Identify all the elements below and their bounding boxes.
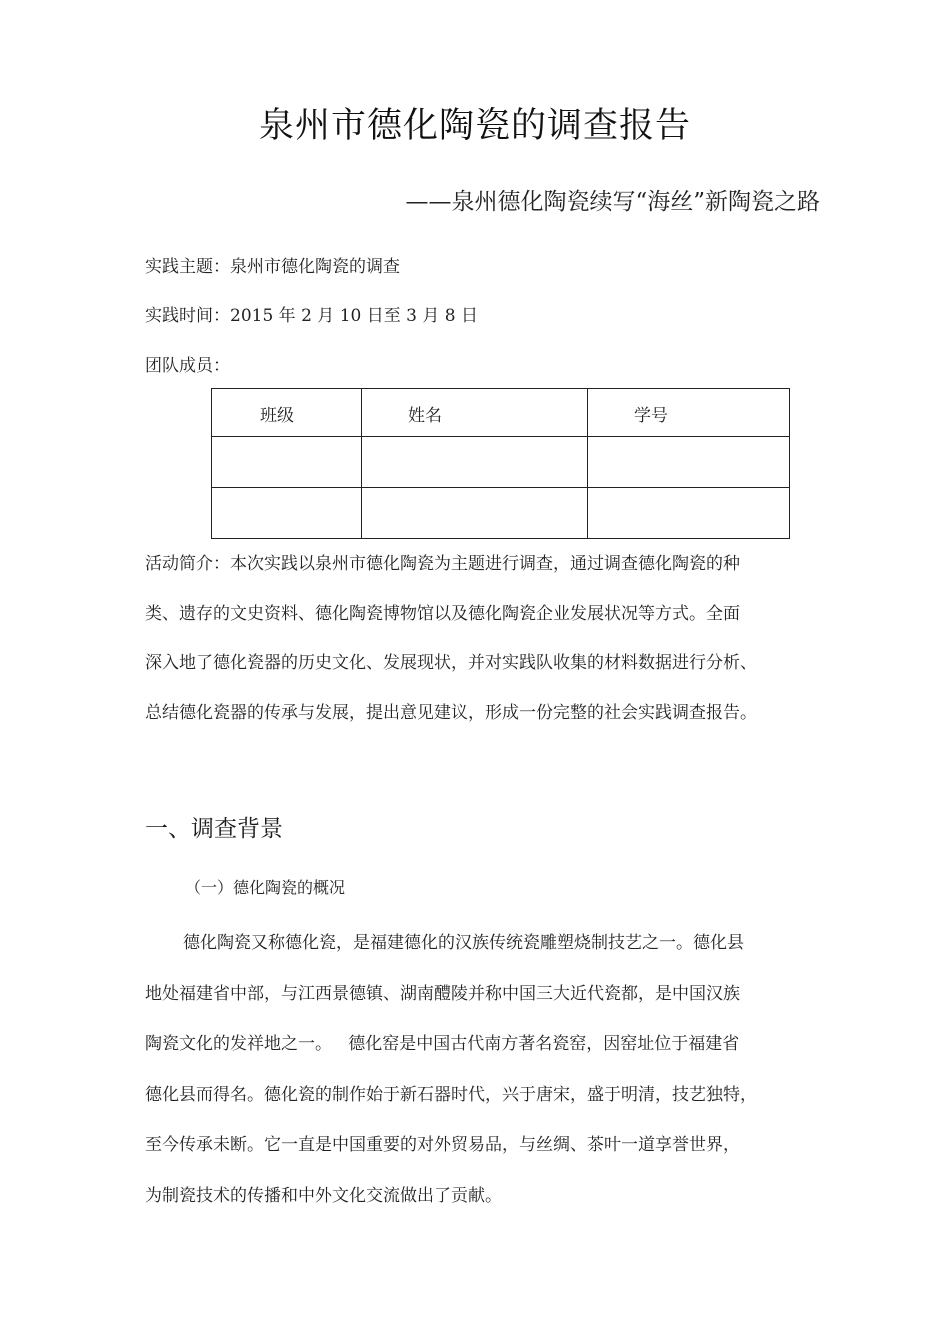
table-header-row <box>212 389 790 437</box>
meta-practice-theme <box>145 252 400 277</box>
table-header-name: 姓名 <box>362 389 588 437</box>
document-subtitle: ——泉州德化陶瓷续写“海丝”新陶瓷之路 <box>405 189 820 215</box>
table-row <box>212 488 790 539</box>
table-cell <box>588 437 790 488</box>
table-cell <box>588 488 790 539</box>
paragraph-line: 为制瓷技术的传播和中外文化交流做出了贡献。 <box>145 1185 502 1206</box>
document-title: 泉州市德化陶瓷的调查报告 <box>258 106 691 146</box>
paragraph-line: 德化陶瓷又称德化瓷，是福建德化的汉族传统瓷雕塑烧制技艺之一。德化县 <box>183 933 744 953</box>
meta-label: 实践主题： <box>145 257 230 277</box>
members-table <box>211 388 790 539</box>
overview-paragraph <box>145 918 810 1221</box>
table-cell <box>362 437 588 488</box>
table-cell <box>212 437 362 488</box>
paragraph-line: 深入地了德化瓷器的历史文化、发展现状，并对实践队收集的材料数据进行分析、 <box>145 653 757 673</box>
meta-label: 实践时间： <box>145 306 230 326</box>
paragraph-line: 地处福建省中部，与江西景德镇、湖南醴陵并称中国三大近代瓷都，是中国汉族 <box>145 983 740 1004</box>
paragraph-line: 陶瓷文化的发祥地之一。 德化窑是中国古代南方著名瓷窑，因窑址位于福建省 <box>145 1034 740 1054</box>
meta-team-members <box>145 351 230 376</box>
subsection-heading-overview: （一）德化陶瓷的概况 <box>185 878 346 897</box>
paragraph-line: 总结德化瓷器的传承与发展，提出意见建议，形成一份完整的社会实践调查报告。 <box>145 702 757 723</box>
table-row <box>212 437 790 488</box>
paragraph-line: 类、遗存的文史资料、德化陶瓷博物馆以及德化陶瓷企业发展状况等方式。全面 <box>145 603 740 624</box>
paragraph-line: 德化县而得名。德化瓷的制作始于新石器时代，兴于唐宋，盛于明清，技艺独特， <box>145 1084 757 1105</box>
meta-practice-time <box>145 301 478 326</box>
activity-intro-paragraph <box>145 540 810 738</box>
paragraph-line: 至今传承未断。它一直是中国重要的对外贸易品，与丝绸、茶叶一道享誉世界， <box>145 1135 740 1155</box>
meta-value: 泉州市德化陶瓷的调查 <box>230 257 400 277</box>
table-header-class: 班级 <box>212 389 362 437</box>
table-cell <box>212 488 362 539</box>
meta-value: 2015 年 2 月 10 日至 3 月 8 日 <box>230 306 478 326</box>
table-cell <box>362 488 588 539</box>
table-header-student-id: 学号 <box>588 389 790 437</box>
section-heading-background: 一、调查背景 <box>145 816 283 842</box>
paragraph-line: 活动简介：本次实践以泉州市德化陶瓷为主题进行调查，通过调查德化陶瓷的种 <box>145 554 740 574</box>
meta-label: 团队成员： <box>145 356 230 376</box>
